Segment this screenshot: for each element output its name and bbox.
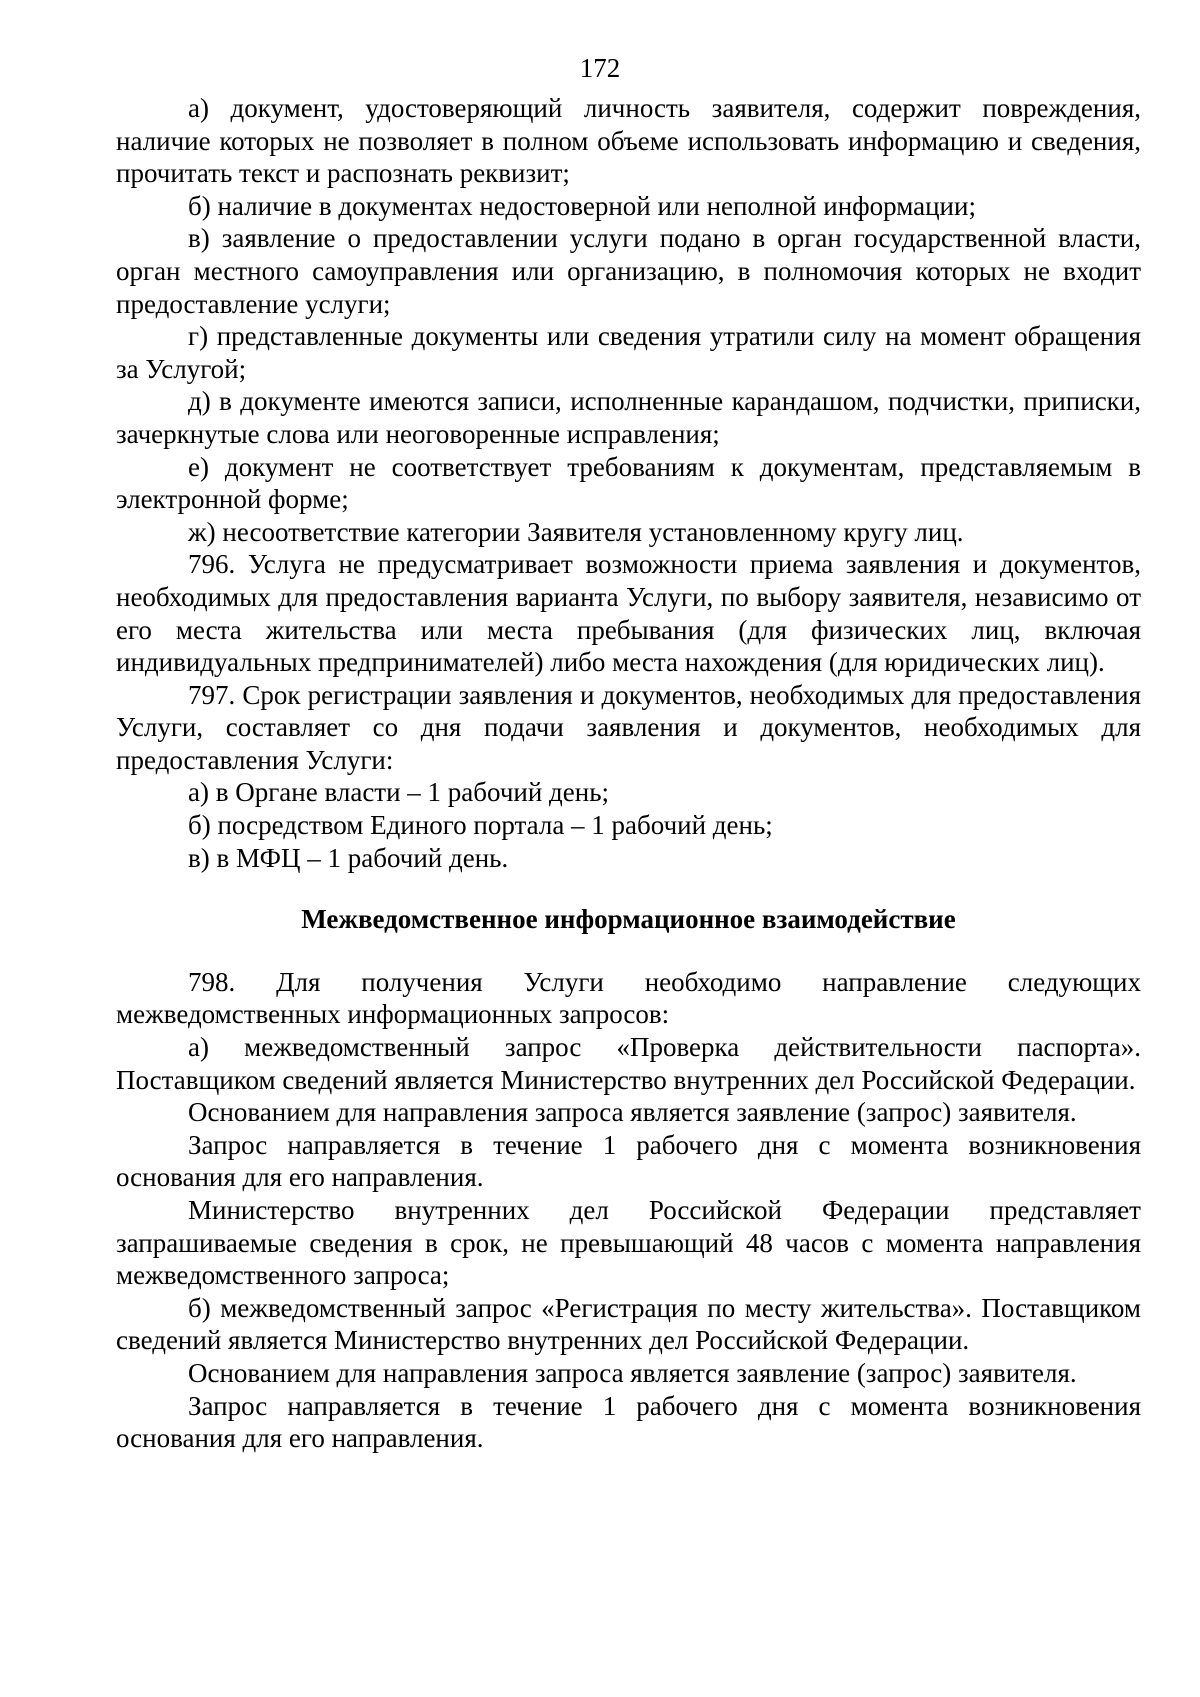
paragraph: 797. Срок регистрации заявления и документов, необходимых для предоставления Услуги, составляет со дня подачи заявления и документов, необходимых для предоставления Услуги:	[116, 679, 1141, 775]
paragraph: а) в Органе власти – 1 рабочий день;	[188, 777, 610, 808]
paragraph: ж) несоответствие категории Заявителя установленному кругу лиц.	[188, 516, 964, 547]
paragraph: Запрос направляется в течение 1 рабочего дня с момента возникновения основания для его направления.	[116, 1129, 1141, 1193]
document-body	[116, 92, 1141, 1455]
paragraph: е) документ не соответствует требованиям к документам, представляемым в электронной форме;	[116, 451, 1141, 515]
paragraph: а) документ, удостоверяющий личность заявителя, содержит повреждения, наличие которых не позволяет в полном объеме использовать информацию и сведения, прочитать текст и распознать реквизит;	[116, 93, 1141, 189]
paragraph: г) представленные документы или сведения утратили силу на момент обращения за Услугой;	[116, 321, 1141, 384]
paragraph: Основанием для направления запроса является заявление (запрос) заявителя.	[188, 1357, 1077, 1388]
paragraph: Запрос направляется в течение 1 рабочего дня с момента возникновения основания для его направления.	[116, 1390, 1141, 1454]
paragraph: д) в документе имеются записи, исполненные карандашом, подчистки, приписки, зачеркнутые слова или неоговоренные исправления;	[116, 386, 1141, 449]
paragraph: б) наличие в документах недостоверной или неполной информации;	[188, 190, 976, 221]
paragraph: 798. Для получения Услуги необходимо направление следующих межведомственных информационных запросов:	[116, 966, 1141, 1030]
paragraph: Основанием для направления запроса является заявление (запрос) заявителя.	[188, 1097, 1077, 1128]
paragraph: 796. Услуга не предусматривает возможности приема заявления и документов, необходимых для предоставления варианта Услуги, по выбору заявителя, независимо от его места жительства или места пребывания (для физических лиц, включая индивидуальных предпринимателей) либо места нахождения (для юридических лиц).	[116, 549, 1141, 678]
page-number: 172	[579, 53, 621, 83]
section-heading: Межведомственное информационное взаимодействие	[301, 904, 956, 935]
paragraph: б) посредством Единого портала – 1 рабочий день;	[188, 810, 773, 841]
paragraph: а) межведомственный запрос «Проверка действительности паспорта». Поставщиком сведений является Министерство внутренних дел Российской Федерации.	[116, 1032, 1141, 1095]
paragraph: б) межведомственный запрос «Регистрация по месту жительства». Поставщиком сведений является Министерство внутренних дел Российской Федерации.	[116, 1292, 1141, 1356]
paragraph: в) в МФЦ – 1 рабочий день.	[188, 842, 509, 873]
paragraph: Министерство внутренних дел Российской Федерации представляет запрашиваемые сведения в срок, не превышающий 48 часов с момента направления межведомственного запроса;	[116, 1195, 1141, 1291]
paragraph: в) заявление о предоставлении услуги подано в орган государственной власти, орган местного самоуправления или организацию, в полномочия которых не входит предоставление услуги;	[116, 223, 1141, 319]
